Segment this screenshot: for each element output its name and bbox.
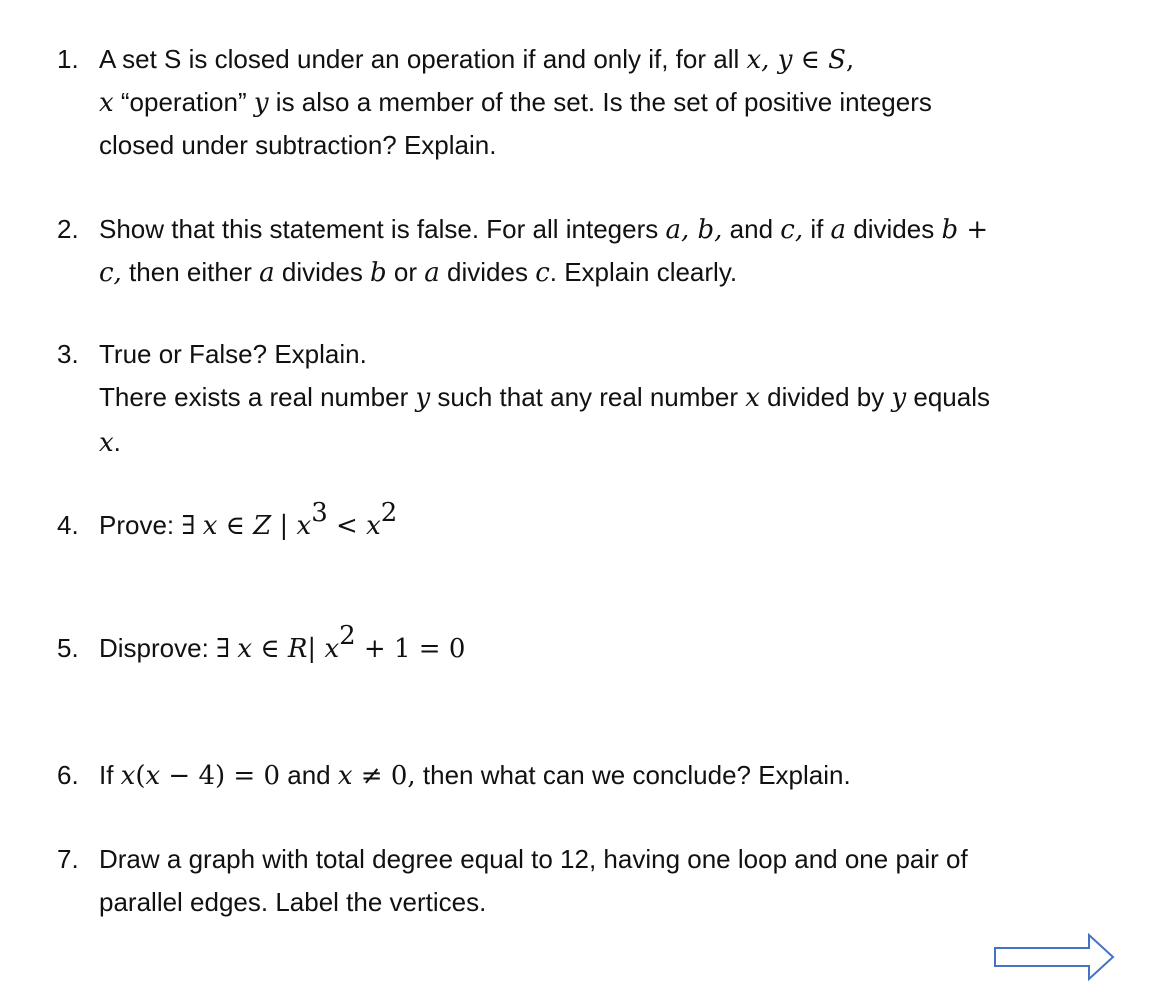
math-variable: a <box>830 215 847 245</box>
problem-5 <box>57 621 1131 670</box>
text: divided by <box>759 382 892 412</box>
text: such that any real number <box>430 382 746 412</box>
math-variable: x <box>120 761 136 791</box>
problem-line <box>57 208 1131 251</box>
math-symbol: < <box>327 511 367 541</box>
math-variable: a, b, <box>665 215 723 245</box>
math-variable: x <box>366 511 381 541</box>
text: Draw a graph with total degree equal to 12, having one loop and one pair of <box>99 844 968 874</box>
math-variable: x <box>337 761 353 791</box>
text: divides <box>846 214 942 244</box>
text: equals <box>906 382 990 412</box>
right-arrow-icon[interactable] <box>992 932 1117 982</box>
exponent: 3 <box>311 498 328 529</box>
text: closed under subtraction? Explain. <box>99 130 497 160</box>
math-variable: c <box>535 258 550 288</box>
math-symbol: | <box>307 634 325 664</box>
math-symbol: ∈ <box>252 634 288 664</box>
math-symbol: + 1 = 0 <box>355 634 466 664</box>
problem-line <box>57 498 1131 547</box>
problem-1 <box>57 38 1131 167</box>
text: or <box>386 257 425 287</box>
text: Disprove: <box>99 633 217 663</box>
math-variable: b <box>370 258 387 288</box>
problem-number: 4. <box>57 510 79 540</box>
problem-line <box>57 376 1131 419</box>
text: “operation” <box>113 87 254 117</box>
problem-line <box>57 81 1131 124</box>
math-variable: S <box>828 45 846 75</box>
math-symbol: + <box>958 215 989 245</box>
math-variable: y <box>253 88 269 118</box>
math-variable: x <box>324 634 340 664</box>
math-symbol: | <box>271 511 297 541</box>
math-variable: x <box>99 428 114 458</box>
problem-number: 7. <box>57 844 79 874</box>
exponent: 2 <box>380 498 398 529</box>
problem-line <box>57 124 1131 167</box>
text: divides <box>274 257 371 287</box>
problem-number: 6. <box>57 760 79 790</box>
text: A set S is closed under an operation if and only if, for all <box>99 44 747 74</box>
problem-2 <box>57 208 1131 294</box>
text: If <box>99 760 121 790</box>
math-variable: x <box>99 88 114 118</box>
exists-symbol: ∃ <box>181 511 196 541</box>
text: Show that this statement is false. For all integers <box>99 214 666 244</box>
math-variable: x <box>296 511 312 541</box>
math-variable: x <box>202 511 218 541</box>
problem-4 <box>57 498 1131 547</box>
math-variable: y <box>415 383 431 413</box>
math-variable: x <box>745 383 760 413</box>
text: then what can we conclude? Explain. <box>415 760 851 790</box>
text: parallel edges. Label the vertices. <box>99 887 487 917</box>
problem-line <box>57 621 1131 670</box>
text: is also a member of the set. <box>268 87 596 117</box>
problem-6 <box>57 754 1131 797</box>
problem-number: 2. <box>57 214 79 244</box>
math-variable: c, <box>780 215 804 245</box>
exists-symbol: ∃ <box>216 634 231 664</box>
math-variable: c, <box>99 258 122 288</box>
math-symbol: ( <box>135 761 146 791</box>
problem-3 <box>57 333 1131 465</box>
math-symbol: ∈ <box>792 45 829 75</box>
text: and <box>722 214 781 244</box>
text: divides <box>439 257 536 287</box>
problem-line <box>57 881 1131 924</box>
text: There exists a real number <box>99 382 416 412</box>
problem-number: 3. <box>57 339 79 369</box>
text: then either <box>121 257 260 287</box>
math-symbol: ≠ 0, <box>352 761 416 791</box>
text: , <box>845 45 855 75</box>
math-symbol: ∈ <box>217 511 254 541</box>
text: and <box>280 760 338 790</box>
math-variable: x <box>145 761 161 791</box>
problem-line <box>57 251 1131 294</box>
problem-number: 1. <box>57 44 79 74</box>
problem-7 <box>57 838 1131 924</box>
text: if <box>803 214 831 244</box>
math-variable: x, y <box>746 45 793 75</box>
math-variable: a <box>424 258 440 288</box>
problem-number: 5. <box>57 633 79 663</box>
math-variable: a <box>259 258 275 288</box>
problem-line <box>57 333 1131 376</box>
text: Is the set of positive integers <box>595 87 932 117</box>
math-variable: y <box>891 383 907 413</box>
problem-line <box>57 838 1131 881</box>
math-variable: R <box>287 634 308 664</box>
math-variable: b <box>941 215 959 245</box>
math-variable: Z <box>253 511 272 541</box>
arrow-shape <box>995 935 1113 979</box>
problem-line <box>57 38 1131 81</box>
text: Prove: <box>99 510 182 540</box>
exponent: 2 <box>339 621 356 652</box>
text: True or False? Explain. <box>99 339 367 369</box>
problem-line <box>57 754 1131 797</box>
text: . Explain clearly. <box>549 257 738 287</box>
math-symbol: − 4) = 0 <box>160 761 281 791</box>
text: . <box>113 427 121 457</box>
math-variable: x <box>237 634 253 664</box>
problem-line <box>57 419 1131 465</box>
